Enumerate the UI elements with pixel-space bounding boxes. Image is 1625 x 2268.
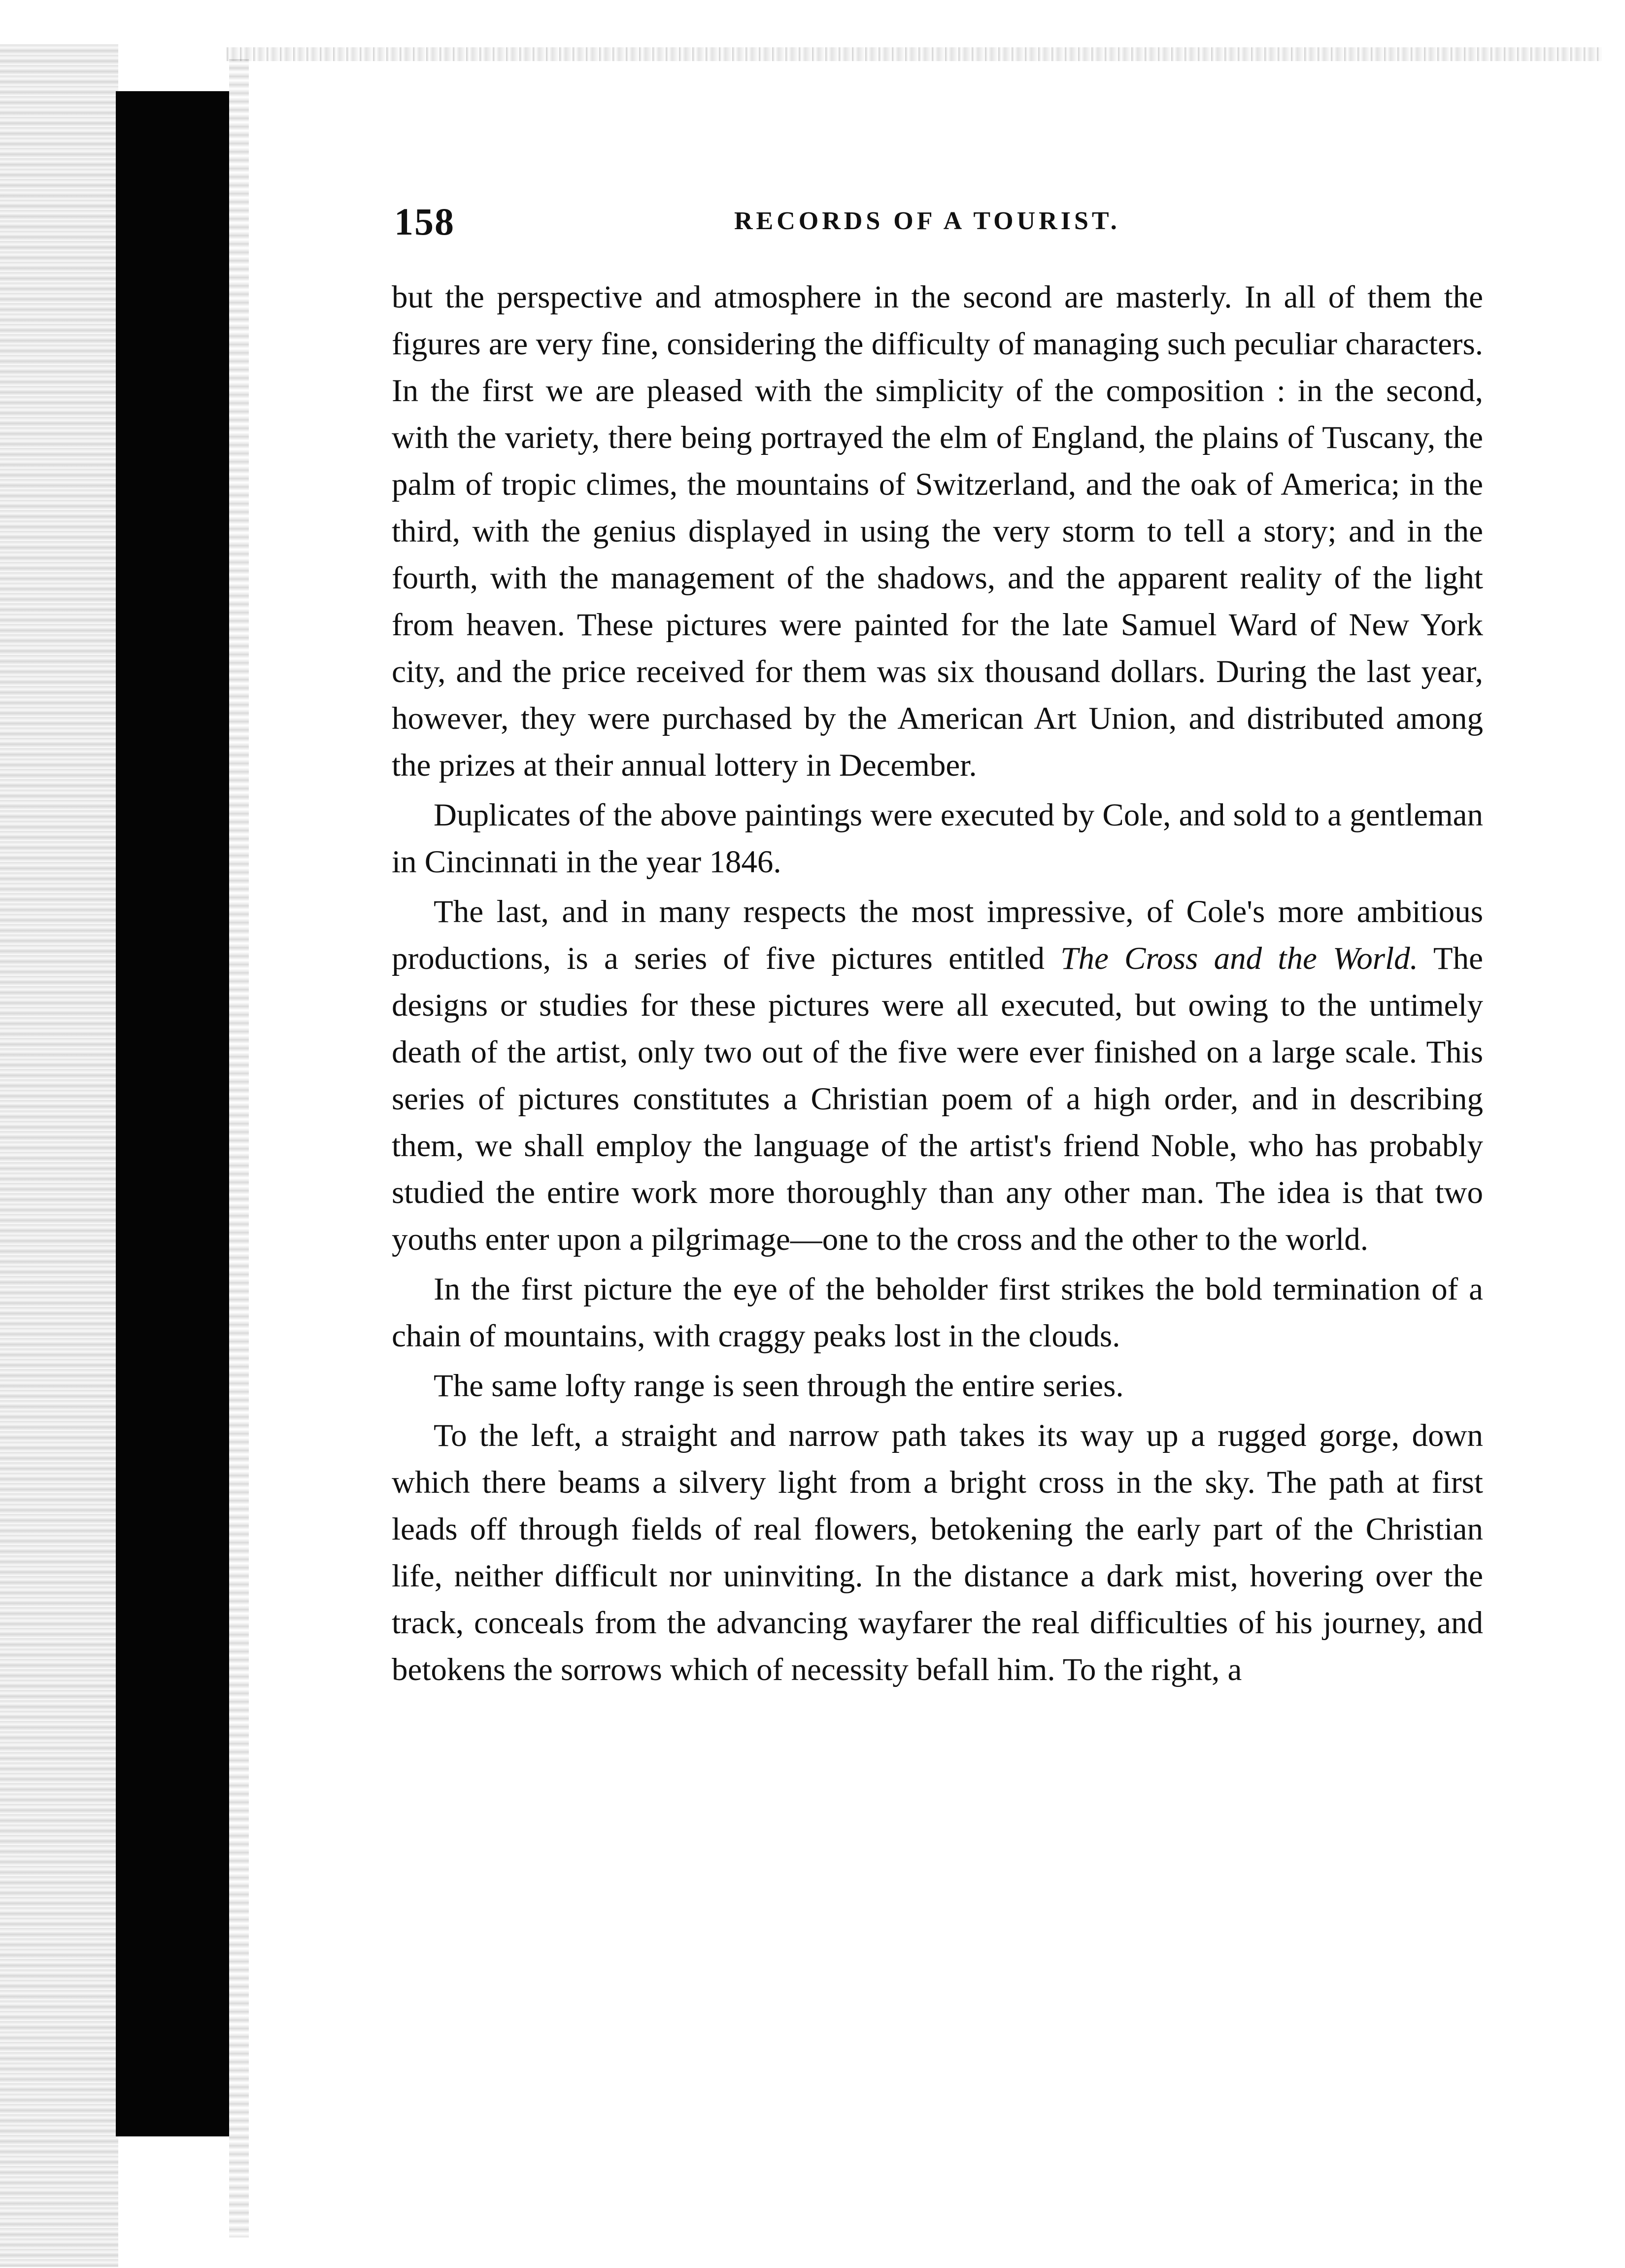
paragraph: The same lofty range is seen through the entire series. xyxy=(434,1368,1124,1404)
running-header xyxy=(394,200,1493,243)
artwork-title: The Cross and the World. xyxy=(1060,941,1418,976)
binding-shadow xyxy=(0,44,118,2267)
binding-edge xyxy=(229,59,249,2237)
page-number: 158 xyxy=(394,200,455,243)
paragraph: In the first picture the eye of the beholder first strikes the bold termination of a chain of mountains, with craggy peaks lost in the clouds. xyxy=(392,1271,1483,1354)
paragraph: but the perspective and atmosphere in the second are masterly. In all of them the figures are very fine, considering the difficulty of managing such peculiar characters. In the first we are pleased with the simplicity of the composition : in the second, with the variety, there being portrayed the elm of England, the plains of Tuscany, the palm of tropic climes, the mountains of Switzerland, and the oak of America; in the third, with the genius displayed in using the very storm to tell a story; and in the fourth, with the management of the shadows, and the apparent reality of the light from heaven. These pictures were painted for the late Samuel Ward of New York city, and the price received for them was six thousand dollars. During the last year, however, they were purchased by the American Art Union, and distributed among the prizes at their annual lottery in December. xyxy=(392,279,1483,783)
top-edge-noise xyxy=(227,47,1601,61)
paragraph: Duplicates of the above paintings were executed by Cole, and sold to a gentleman in Cincinnati in the year 1846. xyxy=(392,797,1483,880)
paragraph xyxy=(392,889,1483,1263)
running-title: RECORDS OF A TOURIST. xyxy=(734,207,1120,235)
paragraph-text: The last, and in many respects the most impressive, of Cole's more ambitious productions, is a series of five pictures entitled xyxy=(392,894,1483,976)
paragraph: To the left, a straight and narrow path takes its way up a rugged gorge, down which there beams a silvery light from a bright cross in the sky. The path at first leads off through fields of real flowers, betokening the early part of the Christian life, neither difficult nor uninviting. In the distance a dark mist, hovering over the track, conceals from the advancing wayfarer the real difficulties of his journey, and betokens the sorrows which of necessity befall him. To the right, a xyxy=(392,1418,1483,1687)
binding-dark-strip xyxy=(116,91,229,2136)
body-text xyxy=(392,274,1483,1696)
paragraph-text: The designs or studies for these pictures were all executed, but owing to the untimely death of the artist, only two out of the five were ever finished on a large scale. This series of pictures constitutes a Christian poem of a high order, and in describing them, we shall employ the language of the artist's friend Noble, who has probably studied the entire work more thoroughly than any other man. The idea is that two youths enter upon a pilgrimage—one to the cross and the other to the world. xyxy=(392,941,1483,1257)
